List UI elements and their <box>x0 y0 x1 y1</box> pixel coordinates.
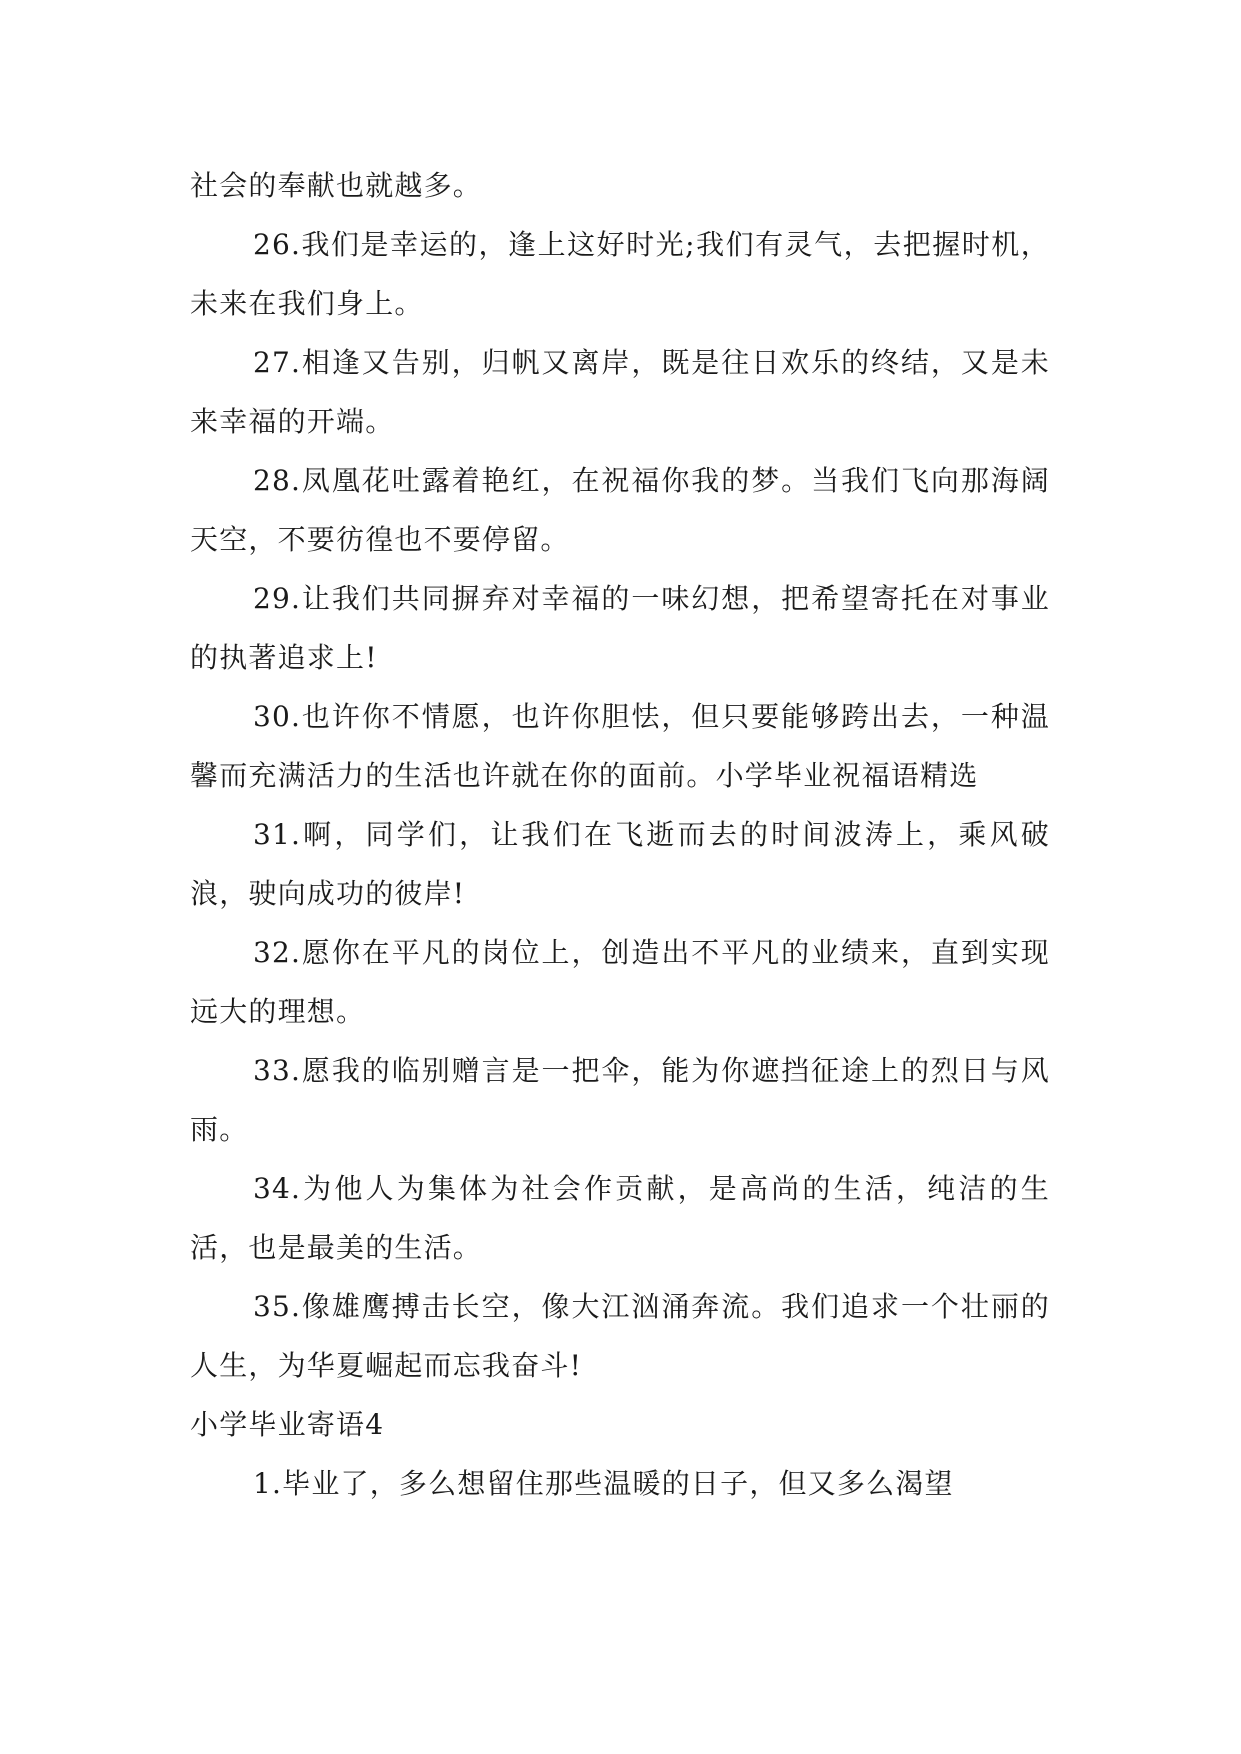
paragraph-item-29: 29.让我们共同摒弃对幸福的一味幻想，把希望寄托在对事业的执著追求上! <box>190 582 1050 674</box>
paragraph-continuation: 社会的奉献也就越多。 <box>190 169 483 202</box>
document-body <box>190 156 1050 1513</box>
paragraph-item-31: 31.啊，同学们，让我们在飞逝而去的时间波涛上，乘风破浪，驶向成功的彼岸! <box>190 818 1050 910</box>
paragraph-item-1: 1.毕业了，多么想留住那些温暖的日子，但又多么渴望 <box>253 1467 954 1500</box>
paragraph-item-26: 26.我们是幸运的，逢上这好时光;我们有灵气，去把握时机，未来在我们身上。 <box>190 228 1050 320</box>
paragraph-item-30: 30.也许你不情愿，也许你胆怯，但只要能够跨出去，一种温馨而充满活力的生活也许就在你的面前。小学毕业祝福语精选 <box>190 700 1050 792</box>
section-heading: 小学毕业寄语4 <box>190 1408 385 1441</box>
paragraph-item-35: 35.像雄鹰搏击长空，像大江汹涌奔流。我们追求一个壮丽的人生，为华夏崛起而忘我奋斗! <box>190 1290 1050 1382</box>
paragraph-item-34: 34.为他人为集体为社会作贡献，是高尚的生活，纯洁的生活，也是最美的生活。 <box>190 1172 1050 1264</box>
paragraph-item-27: 27.相逢又告别，归帆又离岸，既是往日欢乐的终结，又是未来幸福的开端。 <box>190 346 1050 438</box>
paragraph-item-28: 28.凤凰花吐露着艳红，在祝福你我的梦。当我们飞向那海阔天空，不要彷徨也不要停留。 <box>190 464 1050 556</box>
paragraph-item-33: 33.愿我的临别赠言是一把伞，能为你遮挡征途上的烈日与风雨。 <box>190 1054 1050 1146</box>
paragraph-item-32: 32.愿你在平凡的岗位上，创造出不平凡的业绩来，直到实现远大的理想。 <box>190 936 1050 1028</box>
